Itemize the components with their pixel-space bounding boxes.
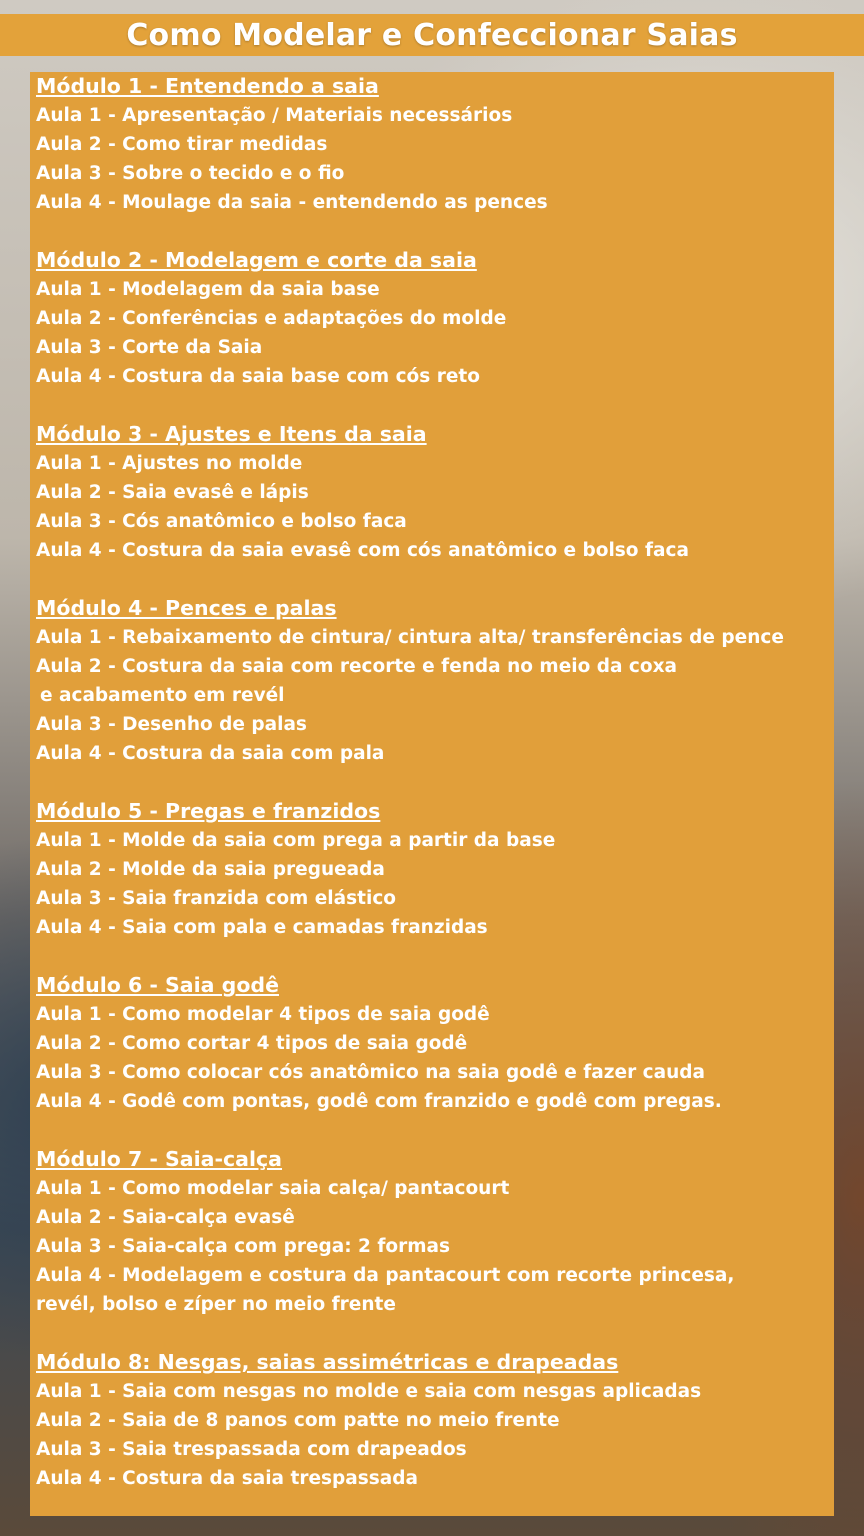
module-title: Módulo 4 - Pences e palas [36, 596, 337, 620]
course-content-panel [30, 72, 834, 1516]
lesson-item: Aula 2 - Costura da saia com recorte e fenda no meio da coxa [36, 656, 677, 677]
lesson-item: Aula 1 - Molde da saia com prega a partir da base [36, 830, 556, 851]
module-1 [36, 72, 834, 217]
title-banner [0, 14, 864, 56]
module-5 [36, 797, 834, 942]
page-title: Como Modelar e Confeccionar Saias [126, 17, 738, 53]
lesson-item: Aula 3 - Saia franzida com elástico [36, 888, 397, 909]
module-4 [36, 594, 834, 768]
module-2 [36, 246, 834, 391]
lesson-item: Aula 2 - Saia de 8 panos com patte no meio frente [36, 1410, 560, 1431]
lesson-item: Aula 1 - Saia com nesgas no molde e saia com nesgas aplicadas [36, 1381, 702, 1402]
module-8 [36, 1348, 834, 1493]
lesson-item: Aula 1 - Ajustes no molde [36, 453, 303, 474]
lesson-item: Aula 4 - Costura da saia com pala [36, 743, 385, 764]
lesson-item: Aula 1 - Rebaixamento de cintura/ cintura alta/ transferências de pence [36, 627, 784, 648]
lesson-item: Aula 4 - Moulage da saia - entendendo as pences [36, 192, 548, 213]
lesson-item: Aula 1 - Como modelar 4 tipos de saia godê [36, 1004, 490, 1025]
lesson-item: Aula 4 - Costura da saia evasê com cós anatômico e bolso faca [36, 540, 689, 561]
lesson-item: Aula 2 - Saia evasê e lápis [36, 482, 309, 503]
module-6 [36, 971, 834, 1116]
lesson-item: Aula 4 - Costura da saia trespassada [36, 1468, 418, 1489]
module-title: Módulo 5 - Pregas e franzidos [36, 799, 381, 823]
module-title: Módulo 7 - Saia-calça [36, 1147, 283, 1171]
lesson-item: Aula 1 - Modelagem da saia base [36, 279, 380, 300]
module-title: Módulo 8: Nesgas, saias assimétricas e drapeadas [36, 1350, 619, 1374]
lesson-item: Aula 1 - Apresentação / Materiais necessários [36, 105, 513, 126]
lesson-item: Aula 3 - Sobre o tecido e o fio [36, 163, 345, 184]
module-title: Módulo 2 - Modelagem e corte da saia [36, 248, 477, 272]
module-title: Módulo 6 - Saia godê [36, 973, 279, 997]
lesson-item: Aula 2 - Como cortar 4 tipos de saia godê [36, 1033, 468, 1054]
module-7 [36, 1145, 834, 1319]
module-3 [36, 420, 834, 565]
lesson-item: Aula 3 - Desenho de palas [36, 714, 307, 735]
lesson-item: Aula 2 - Molde da saia pregueada [36, 859, 385, 880]
lesson-item: Aula 4 - Costura da saia base com cós reto [36, 366, 480, 387]
lesson-item: Aula 4 - Godê com pontas, godê com franzido e godê com pregas. [36, 1091, 722, 1112]
lesson-item: Aula 3 - Corte da Saia [36, 337, 263, 358]
lesson-item: Aula 1 - Como modelar saia calça/ pantacourt [36, 1178, 510, 1199]
lesson-item: Aula 4 - Saia com pala e camadas franzidas [36, 917, 488, 938]
lesson-item: Aula 3 - Cós anatômico e bolso faca [36, 511, 407, 532]
lesson-item: Aula 3 - Saia trespassada com drapeados [36, 1439, 467, 1460]
lesson-item: Aula 3 - Como colocar cós anatômico na saia godê e fazer cauda [36, 1062, 705, 1083]
module-title: Módulo 3 - Ajustes e Itens da saia [36, 422, 427, 446]
lesson-item: Aula 3 - Saia-calça com prega: 2 formas [36, 1236, 451, 1257]
lesson-item: Aula 2 - Como tirar medidas [36, 134, 328, 155]
lesson-item: Aula 2 - Saia-calça evasê [36, 1207, 295, 1228]
module-title: Módulo 1 - Entendendo a saia [36, 74, 379, 98]
lesson-item: Aula 2 - Conferências e adaptações do molde [36, 308, 507, 329]
lesson-item: Aula 4 - Modelagem e costura da pantacourt com recorte princesa, [36, 1265, 735, 1286]
lesson-item-continuation: revél, bolso e zíper no meio frente [36, 1294, 396, 1315]
lesson-item-continuation: e acabamento em revél [40, 685, 285, 706]
